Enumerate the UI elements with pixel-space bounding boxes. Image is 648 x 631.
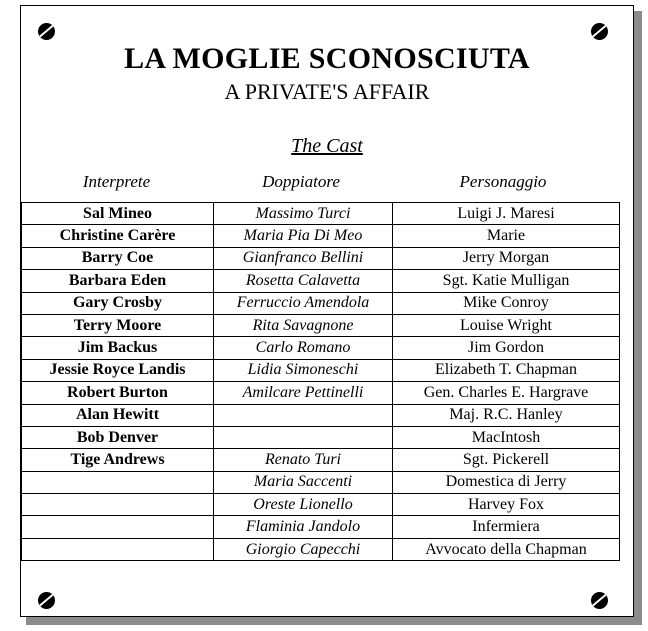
dubber-cell [214,426,393,448]
table-row [22,471,620,493]
dubber-cell: Carlo Romano [214,337,393,359]
column-header-interprete: Interprete [82,172,151,191]
role-cell: Gen. Charles E. Hargrave [393,382,620,404]
role-cell: Maj. R.C. Hanley [393,404,620,426]
table-row [22,225,620,247]
actor-cell [22,494,214,516]
dubber-cell: Massimo Turci [214,203,393,225]
screw-icon [591,592,608,609]
role-cell: Harvey Fox [393,494,620,516]
table-row [22,426,620,448]
role-cell: Luigi J. Maresi [393,203,620,225]
table-row [22,538,620,560]
role-cell: Infermiera [393,516,620,538]
dubber-cell: Ferruccio Amendola [214,292,393,314]
dubber-cell: Giorgio Capecchi [214,538,393,560]
table-row [22,203,620,225]
cast-heading: The Cast [291,135,363,157]
actor-cell: Terry Moore [22,314,214,336]
dubber-cell [214,404,393,426]
actor-cell: Robert Burton [22,382,214,404]
dubber-cell: Rita Savagnone [214,314,393,336]
cast-table [21,202,620,561]
dubber-cell: Amilcare Pettinelli [214,382,393,404]
table-row [22,516,620,538]
role-cell: Jerry Morgan [393,247,620,269]
cast-plaque [20,5,634,617]
actor-cell: Gary Crosby [22,292,214,314]
actor-cell: Jessie Royce Landis [22,359,214,381]
actor-cell [22,471,214,493]
role-cell: Elizabeth T. Chapman [393,359,620,381]
film-title: LA MOGLIE SCONOSCIUTA [124,42,530,75]
actor-cell: Tige Andrews [22,449,214,471]
dubber-cell: Flaminia Jandolo [214,516,393,538]
dubber-cell: Lidia Simoneschi [214,359,393,381]
table-row [22,382,620,404]
table-row [22,270,620,292]
dubber-cell: Rosetta Calavetta [214,270,393,292]
role-cell: Avvocato della Chapman [393,538,620,560]
role-cell: Sgt. Katie Mulligan [393,270,620,292]
actor-cell [22,516,214,538]
actor-cell: Christine Carère [22,225,214,247]
actor-cell: Bob Denver [22,426,214,448]
actor-cell: Alan Hewitt [22,404,214,426]
actor-cell [22,538,214,560]
actor-cell: Jim Backus [22,337,214,359]
role-cell: Jim Gordon [393,337,620,359]
table-row [22,337,620,359]
column-header-doppiatore: Doppiatore [262,172,340,191]
dubber-cell: Oreste Lionello [214,494,393,516]
dubber-cell: Gianfranco Bellini [214,247,393,269]
role-cell: Louise Wright [393,314,620,336]
screw-icon [38,23,55,40]
role-cell: Mike Conroy [393,292,620,314]
dubber-cell: Maria Pia Di Meo [214,225,393,247]
actor-cell: Sal Mineo [22,203,214,225]
dubber-cell: Maria Saccenti [214,471,393,493]
table-row [22,314,620,336]
table-row [22,404,620,426]
actor-cell: Barbara Eden [22,270,214,292]
film-subtitle: A PRIVATE'S AFFAIR [224,79,430,104]
dubber-cell: Renato Turi [214,449,393,471]
screw-icon [591,23,608,40]
role-cell: Marie [393,225,620,247]
table-row [22,247,620,269]
actor-cell: Barry Coe [22,247,214,269]
role-cell: Domestica di Jerry [393,471,620,493]
column-header-personaggio: Personaggio [459,172,547,191]
role-cell: Sgt. Pickerell [393,449,620,471]
table-row [22,494,620,516]
role-cell: MacIntosh [393,426,620,448]
screw-icon [38,592,55,609]
table-row [22,359,620,381]
table-row [22,449,620,471]
table-row [22,292,620,314]
